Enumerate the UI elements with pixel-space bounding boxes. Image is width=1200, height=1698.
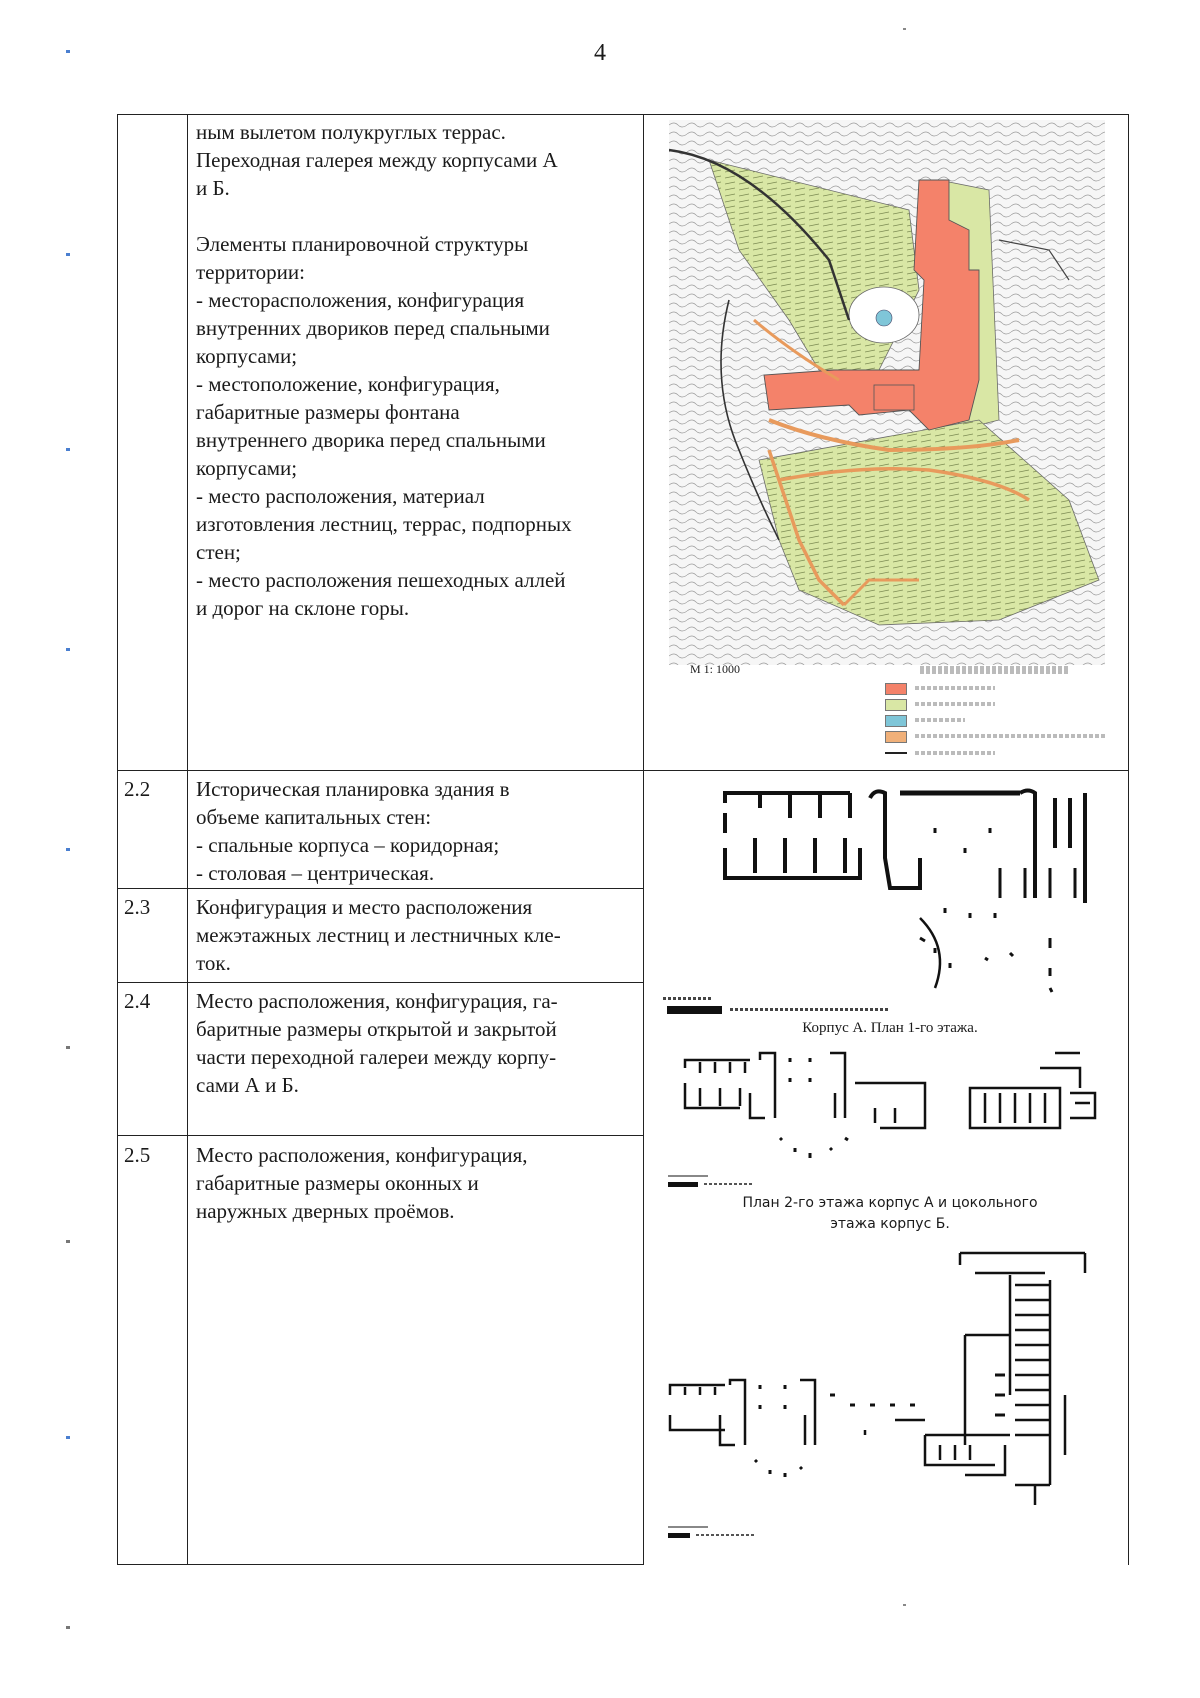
scan-mark: [66, 1240, 70, 1243]
legend-swatch-green: [885, 699, 907, 711]
row-text: Конфигурация и место расположения межэтажных лестниц и лестничных кле- ток.: [196, 895, 561, 975]
row-number: 2.4: [124, 989, 151, 1013]
scan-mark: [66, 848, 70, 851]
floor-plan-1: [720, 788, 1110, 998]
row-number: 2.2: [124, 777, 151, 801]
scan-mark: [66, 648, 70, 651]
legend-swatch-paths: [885, 731, 907, 743]
legend-swatch-built: [885, 683, 907, 695]
row-number: 2.3: [124, 895, 151, 919]
legend-line-walls: [885, 752, 907, 754]
scan-mark: [903, 28, 906, 30]
scan-mark: [903, 1604, 906, 1606]
floor-plan-3: [665, 1245, 1105, 1515]
scale-label: М 1: 1000: [690, 662, 741, 676]
scan-mark: [66, 1436, 70, 1439]
plan2-caption: План 2-го этажа корпус А и цокольного этажа корпус Б.: [742, 1195, 1038, 1232]
scan-mark: [66, 1046, 70, 1049]
site-plan-drawing: [669, 120, 1105, 665]
plan1-caption: Корпус А. План 1-го этажа.: [802, 1020, 978, 1036]
scan-mark: [66, 50, 70, 53]
row-text: Историческая планировка здания в объеме капитальных стен: - спальные корпуса – коридорная; - столовая – центрическая.: [196, 777, 510, 885]
row-text-2-1-continued: ным вылетом полукруглых террас. Переходная галерея между корпусами А и Б. Элементы планировочной структуры территории: - месторасположения, конфигурация внутренних двориков перед спальными корпусами; - местоположение, конфигурация, габаритные размеры фонтана внутреннего дворика перед спальными корпусами; - место расположения, материал изготовления лестниц, террас, подпорных стен; - место расположения пешеходных аллей и дорог на склоне горы.: [196, 120, 572, 620]
row-number: 2.5: [124, 1143, 151, 1167]
floor-plan-2: [680, 1048, 1100, 1176]
row-text: Место расположения, конфигурация, га- баритные размеры открытой и закрытой части переходной галереи между корпу- сами А и Б.: [196, 989, 558, 1097]
scan-mark: [66, 253, 70, 256]
scan-mark: [66, 448, 70, 451]
row-text: Место расположения, конфигурация, габаритные размеры оконных и наружных дверных проёмов.: [196, 1143, 528, 1223]
scan-mark: [66, 1626, 70, 1629]
legend-swatch-fountain: [885, 715, 907, 727]
page-number: 4: [594, 40, 606, 66]
